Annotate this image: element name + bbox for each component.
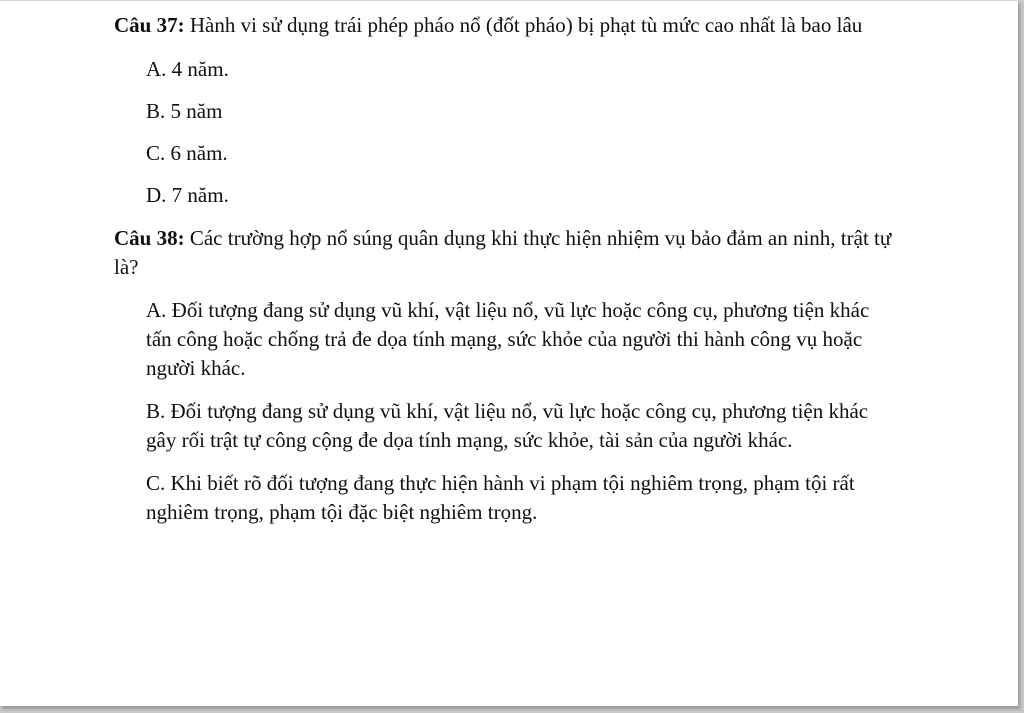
question-37-text: Hành vi sử dụng trái phép pháo nổ (đốt pháo) bị phạt tù mức cao nhất là bao lâu: [184, 13, 863, 37]
question-37-option-c: C. 6 năm.: [146, 141, 228, 165]
question-37-option-b: B. 5 năm: [146, 99, 223, 123]
question-37-option-d: D. 7 năm.: [146, 183, 229, 207]
question-38-options: [114, 296, 894, 527]
question-37-options: [114, 55, 894, 210]
question-38-option-b: B. Đối tượng đang sử dụng vũ khí, vật liệu nổ, vũ lực hoặc công cụ, phương tiện khác gây rối trật tự công cộng đe dọa tính mạng, sức khỏe, tài sản của người khác.: [146, 399, 869, 452]
question-37-label: Câu 37:: [114, 13, 185, 37]
question-37: [114, 11, 894, 40]
question-38-option-a: A. Đối tượng đang sử dụng vũ khí, vật liệu nổ, vũ lực hoặc công cụ, phương tiện khác tấn công hoặc chống trả đe dọa tính mạng, sức khỏe của người thi hành công vụ hoặc người khác.: [146, 298, 870, 380]
question-38-label: Câu 38:: [114, 226, 185, 250]
question-38-option-c: C. Khi biết rõ đối tượng đang thực hiện hành vi phạm tội nghiêm trọng, phạm tội rất nghiêm trọng, phạm tội đặc biệt nghiêm trọng.: [146, 471, 855, 524]
question-38: [114, 224, 894, 282]
document-body: [114, 11, 894, 527]
question-37-option-a: A. 4 năm.: [146, 57, 229, 81]
question-38-text: Các trường hợp nổ súng quân dụng khi thực hiện nhiệm vụ bảo đảm an ninh, trật tự là?: [114, 226, 892, 279]
